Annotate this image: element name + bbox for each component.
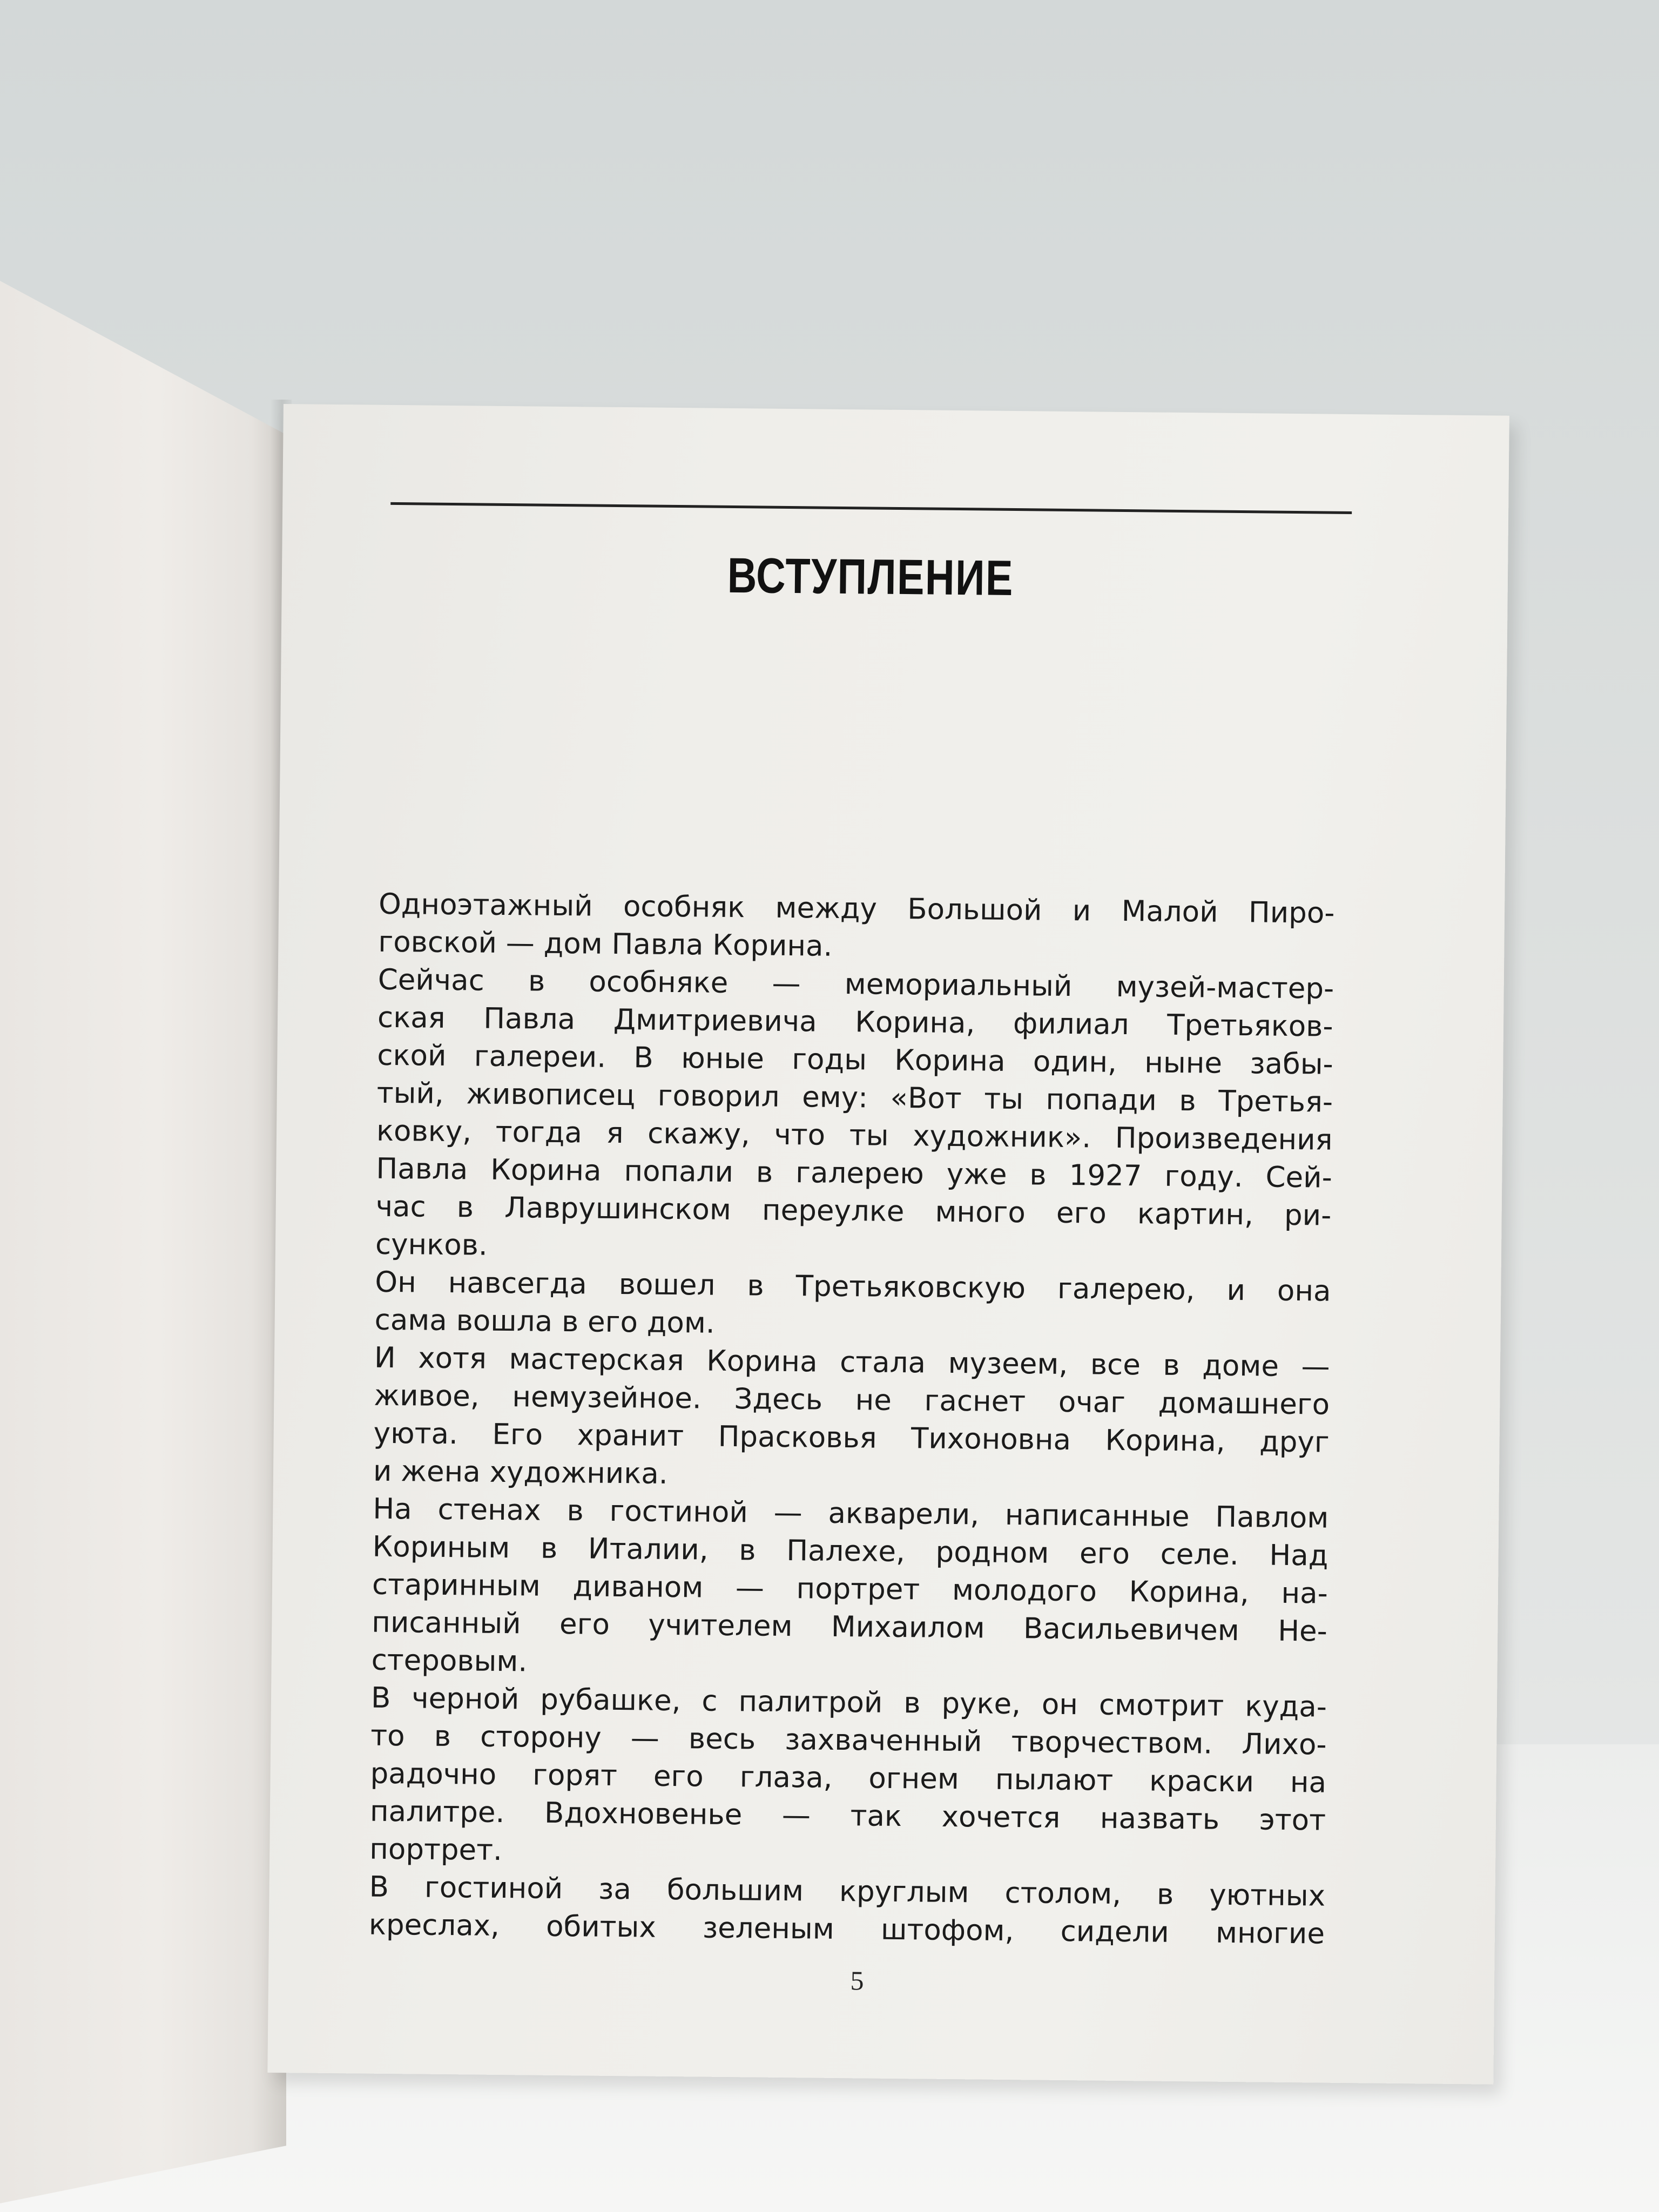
text-line: уюта. Его хранит Прасковья Тихоновна Корина, друг	[373, 1417, 1330, 1459]
text-line: креслах, обитых зеленым штофом, сидели многие	[368, 1908, 1325, 1951]
text-line: портрет.	[369, 1832, 503, 1867]
text-line: ской галереи. В юные годы Корина один, ныне забы-	[377, 1038, 1333, 1081]
text-line: и жена художника.	[373, 1454, 668, 1491]
body-text	[369, 886, 1335, 1953]
text-line: И хотя мастерская Корина стала музеем, все в доме —	[374, 1341, 1330, 1384]
page-number: 5	[850, 1965, 864, 1996]
text-line: палитре. Вдохновенье — так хочется назвать этот	[369, 1795, 1326, 1837]
text-line: говской — дом Павла Корина.	[378, 925, 833, 963]
text-line: стеровым.	[371, 1643, 528, 1678]
text-line: Он навсегда вошел в Третьяковскую галерею, и она	[375, 1265, 1331, 1308]
text-line: тый, живописец говорил ему: «Вот ты попади в Третья-	[376, 1076, 1333, 1119]
booklet-page	[267, 404, 1509, 2085]
text-line: радочно горят его глаза, огнем пылают краски на	[370, 1757, 1326, 1799]
text-line: то в сторону — весь захваченный творчеством. Лихо-	[370, 1719, 1327, 1762]
text-line: Одноэтажный особняк между Большой и Малой Пиро-	[378, 887, 1335, 930]
top-rule	[390, 502, 1352, 514]
text-line: сунков.	[375, 1228, 488, 1262]
text-line: час в Лаврушинском переулке много его картин, ри-	[375, 1190, 1332, 1232]
text-line: На стенах в гостиной — акварели, написанные Павлом	[373, 1492, 1329, 1535]
text-line: живое, немузейное. Здесь не гаснет очаг домашнего	[374, 1379, 1330, 1421]
text-line: Сейчас в особняке — мемориальный музей-мастер-	[377, 963, 1334, 1006]
page-title: ВСТУПЛЕНИЕ	[727, 548, 1014, 606]
text-line: Кориным в Италии, в Палехе, родном его селе. Над	[372, 1530, 1328, 1573]
left-facing-page	[0, 281, 286, 2203]
text-line: В гостиной за большим круглым столом, в уютных	[369, 1870, 1325, 1913]
text-line: Павла Корина попали в галерею уже в 1927 году. Сей-	[376, 1152, 1332, 1195]
text-line: ковку, тогда я скажу, что ты художник». Произведения	[376, 1114, 1333, 1157]
text-line: сама вошла в его дом.	[374, 1303, 715, 1340]
text-line: В черной рубашке, с палитрой в руке, он смотрит куда-	[370, 1681, 1327, 1724]
text-line: писанный его учителем Михаилом Васильевичем Не-	[372, 1606, 1328, 1648]
text-line: старинным диваном — портрет молодого Корина, на-	[372, 1568, 1328, 1610]
text-line: ская Павла Дмитриевича Корина, филиал Третьяков-	[377, 1001, 1333, 1043]
